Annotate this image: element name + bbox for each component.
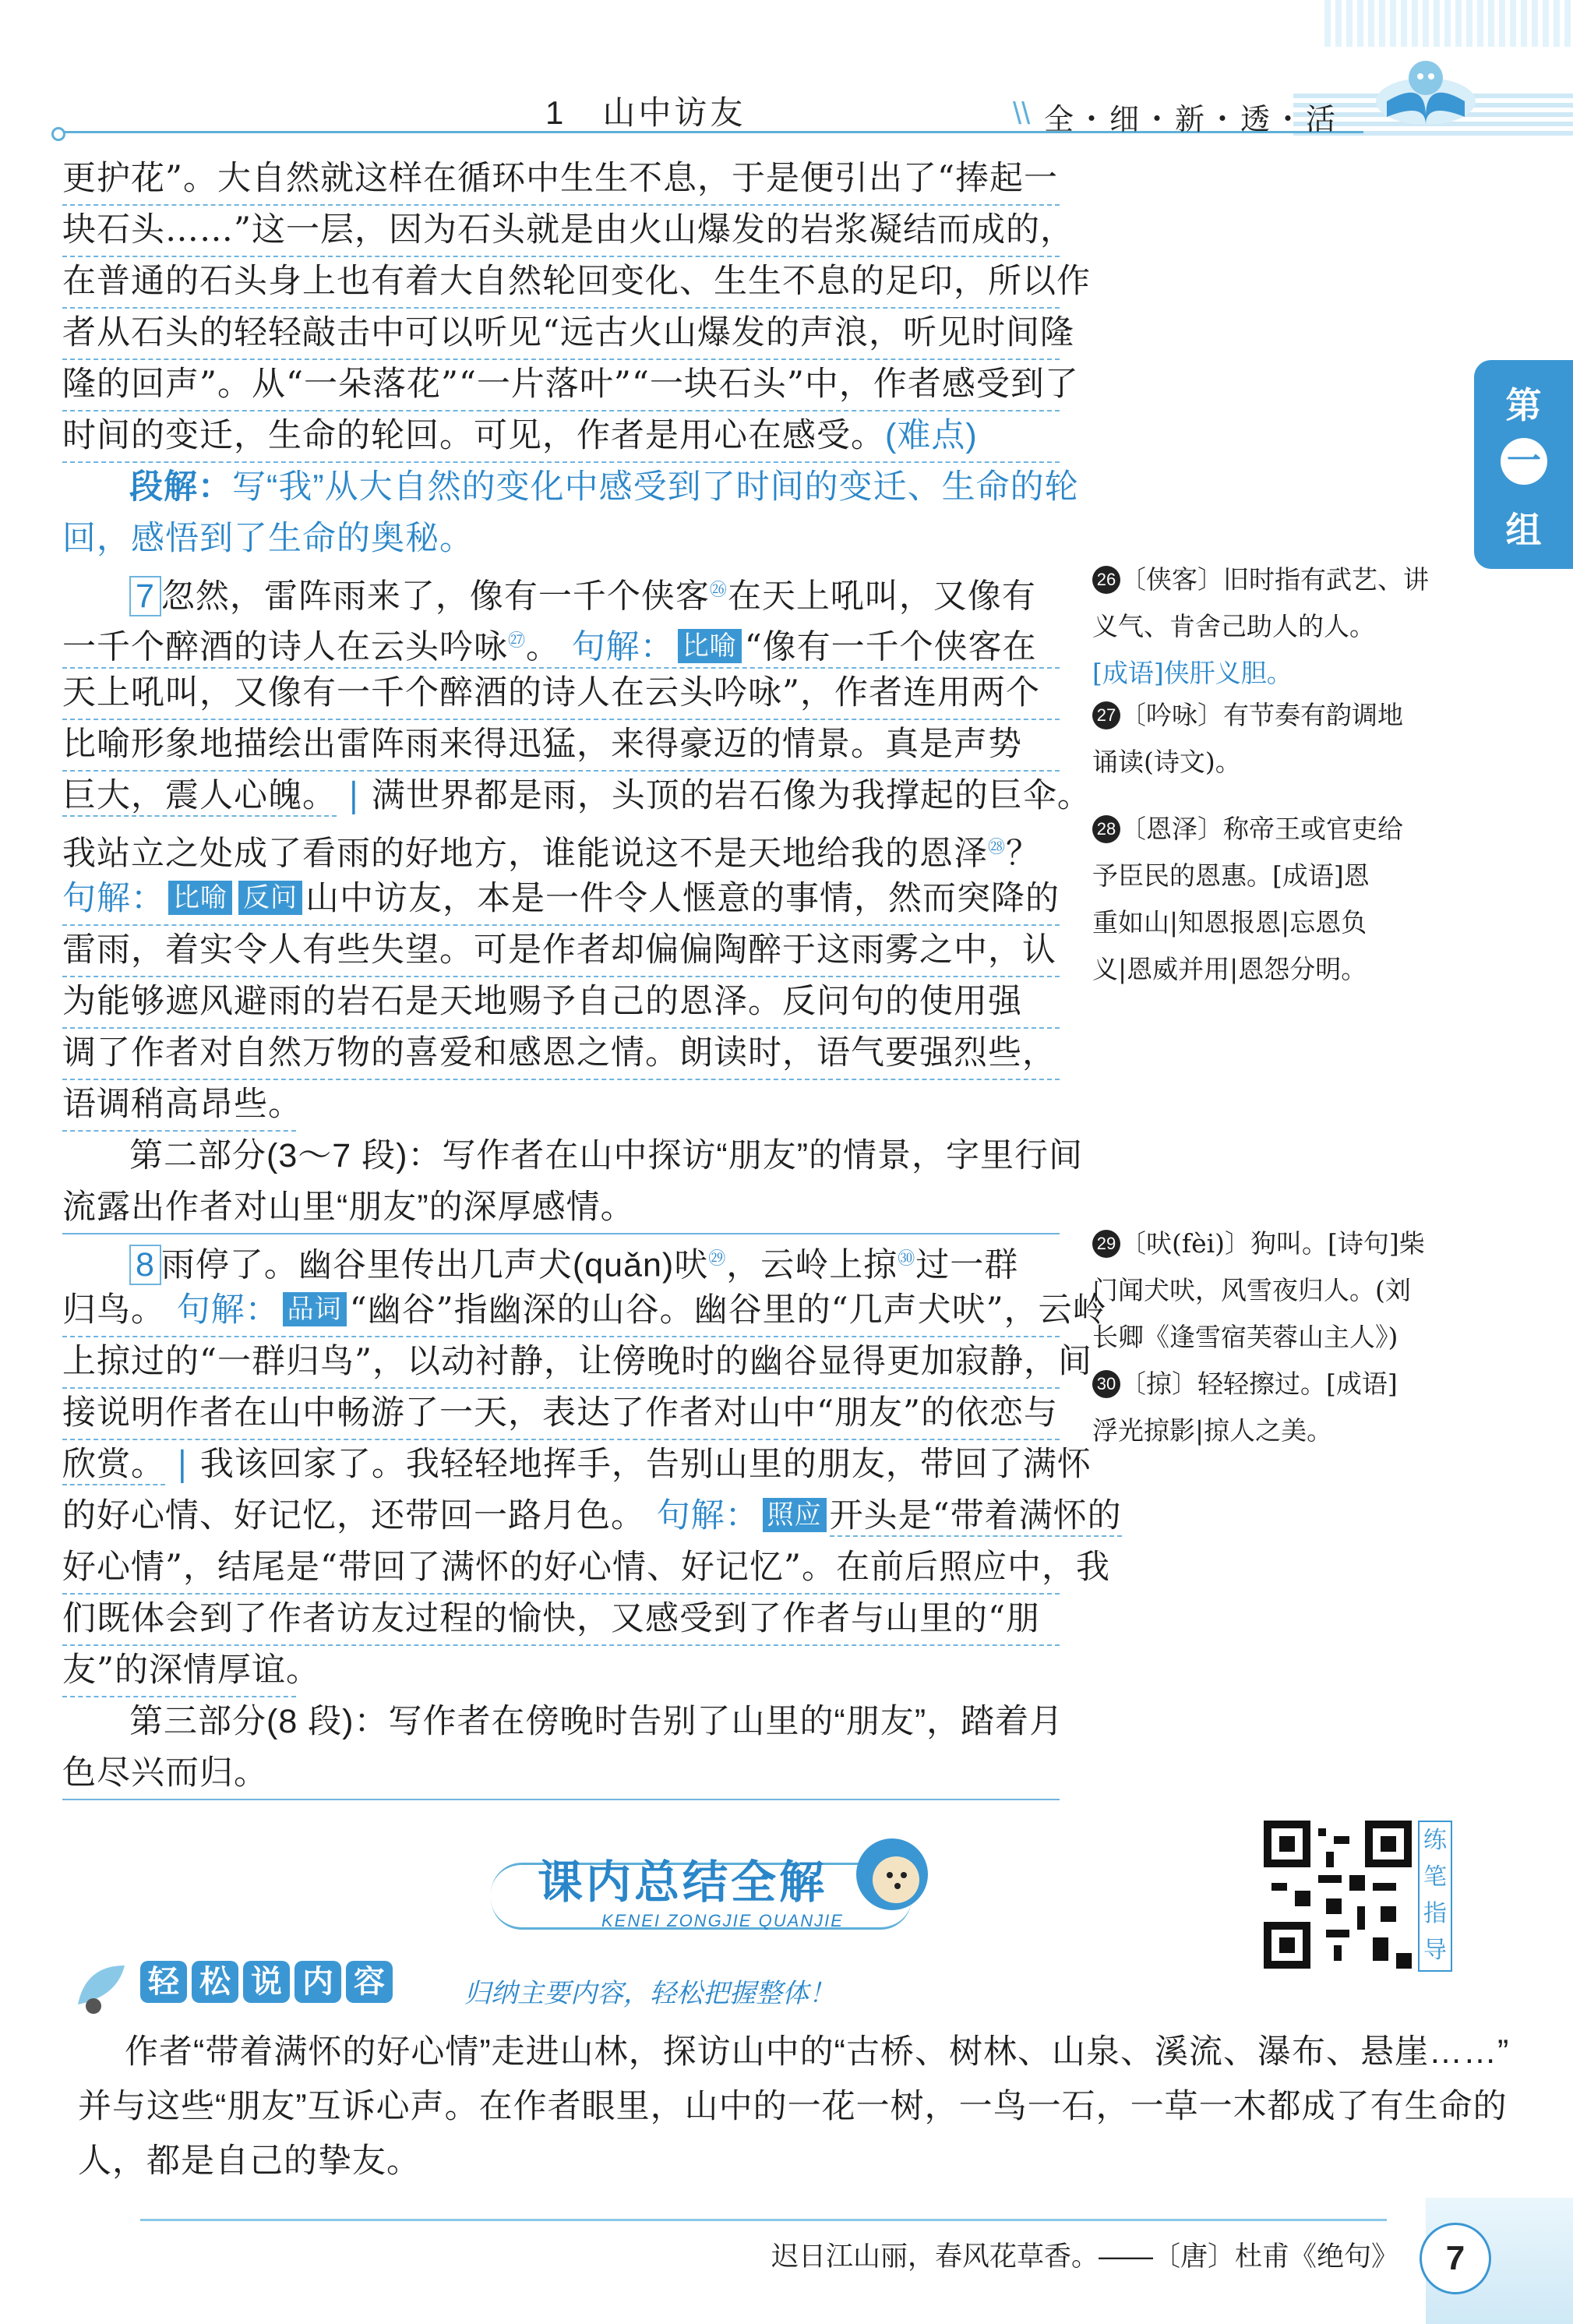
paragraph-8-line: 8 雨停了。幽谷里传出几声犬(quǎn)吠$^㉙$，云岭上掠$^㉚$过一群 (62, 1233, 1060, 1284)
leaf-decor-icon (70, 1958, 132, 2020)
paragraph-7-line: 7 忽然，雷阵雨来了，像有一千个侠客$^㉖$在天上吼叫，又像有 (62, 564, 1060, 616)
part-3-summary: 色尽兴而归。 (62, 1747, 1060, 1800)
tag-echo: 照应 (763, 1498, 827, 1532)
paragraph-8-line: 上掠过的“一群归鸟”，以动衬静，让傍晚时的幽谷显得更加寂静，间 (62, 1336, 1060, 1389)
paragraph-7-line: 天上吼叫，又像有一千个醉酒的诗人在云头吟咏”，作者连用两个 (62, 667, 1060, 720)
footer-quote: 迟日江山丽，春风花草香。——〔唐〕杜甫《绝句》 (771, 2241, 1399, 2272)
note-ref-30: ㉚ (898, 1249, 916, 1268)
note-number: 28 (1092, 815, 1120, 843)
tag-question: 反问 (238, 881, 302, 915)
note-number: 30 (1092, 1370, 1120, 1398)
sentence-explain-label: 句解： (571, 628, 675, 666)
footer-rule (140, 2219, 1387, 2221)
paragraph-7-line: 一千个醉酒的诗人在云头吟咏$^㉗$。 句解： 比喻 “像有一千个侠客在 (62, 616, 1060, 669)
para-explain-line (62, 461, 1079, 513)
tag-word: 品词 (283, 1292, 347, 1326)
note-ref-28: ㉘ (988, 837, 1007, 856)
paragraph-7-line: 调了作者对自然万物的喜爱和感恩之情。朗读时，语气要强烈些， (62, 1027, 1060, 1080)
part-2-summary: 第二部分(3～7 段)：写作者在山中探访“朋友”的情景，字里行间 (129, 1137, 1084, 1174)
paragraph-8-line: 欣赏。 | 我该回家了。我轻轻地挥手，告别山里的朋友，带回了满怀 (62, 1445, 1092, 1484)
text-line: 者从石头的轻轻敲击中可以听见“远古火山爆发的声浪，听见时间隆 (62, 307, 1060, 360)
side-tab-bottom: 组 (1505, 510, 1542, 550)
tag-metaphor: 比喻 (678, 629, 742, 663)
difficulty-label: (难点) (885, 417, 978, 454)
header-slogan: 全・细・新・透・活 (1044, 104, 1339, 136)
side-tab-number: 一 (1501, 438, 1547, 485)
note-ref-26: ㉖ (709, 580, 728, 599)
para-explain-label: 段解： (129, 468, 232, 506)
unit-side-tab (1474, 360, 1573, 569)
paragraph-8-line: 友”的深情厚谊。 (62, 1644, 296, 1697)
tag-metaphor: 比喻 (168, 881, 232, 915)
paragraph-8-line: 归鸟。 句解： 品词 “幽谷”指幽深的山谷。幽谷里的“几声犬吠”，云岭 (62, 1284, 1060, 1337)
lesson-title: 1 山中访友 (545, 94, 746, 131)
paragraph-7-line: 巨大，震人心魄。 | 满世界都是雨，头顶的岩石像为我撑起的巨伞。 (62, 776, 1092, 815)
text-line-content: 时间的变迁，生命的轮回。可见，作者是用心在感受。 (62, 416, 885, 455)
summary-title: 课内总结全解 (538, 1857, 828, 1908)
para-explain-line: 回，感悟到了生命的奥秘。 (62, 520, 474, 557)
easy-content-tip: 归纳主要内容，轻松把握整体！ (464, 1979, 835, 2008)
qr-code-icon[interactable] (1264, 1821, 1412, 1969)
note-ref-29: ㉙ (708, 1249, 727, 1268)
paragraph-7-line: 我站立之处成了看雨的好地方，谁能说这不是天地给我的恩泽$^㉘$？ (62, 835, 1041, 873)
part-3-summary: 第三部分(8 段)：写作者在傍晚时告别了山里的“朋友”，踏着月 (129, 1703, 1064, 1740)
book-logo-icon (1371, 47, 1480, 132)
text-line: 块石头……”这一层，因为石头就是由火山爆发的岩浆凝结而成的， (62, 204, 1060, 257)
page-number: 7 (1420, 2223, 1491, 2294)
part-2-summary: 流露出作者对山里“朋友”的深厚感情。 (62, 1181, 1060, 1234)
summary-text-line: 作者“带着满怀的好心情”走进山林，探访山中的“古桥、树林、山泉、溪流、瀑布、悬崖……” (125, 2033, 1510, 2071)
qr-side-label: 练 笔 指 导 (1418, 1821, 1452, 1972)
easy-content-heading: 轻 松 说 内 容 (140, 1961, 397, 2011)
para-explain-text: 写“我”从大自然的变化中感受到了时间的变迁、生命的轮 (232, 468, 1079, 506)
note-ref-27: ㉗ (508, 631, 527, 651)
paragraph-7-line: 句解： 比喻 反问 山中访友，本是一件令人惬意的事情，然而突降的 (62, 873, 1060, 926)
note-number: 27 (1092, 701, 1120, 729)
note-number: 26 (1092, 566, 1120, 594)
slogan-slash-icon: \\ (1013, 97, 1031, 131)
top-decor-band (1324, 0, 1573, 47)
paragraph-7-line: 比喻形象地描绘出雷阵雨来得迅猛，来得豪迈的情景。真是声势 (62, 719, 1060, 772)
side-tab-top: 第 (1505, 385, 1542, 426)
paragraph-number: 7 (129, 576, 161, 616)
text-line: 在普通的石头身上也有着大自然轮回变化、生生不息的足印，所以作 (62, 256, 1060, 309)
text-line: 更护花”。大自然就这样在循环中生生不息，于是便引出了“捧起一 (62, 153, 1060, 206)
paragraph-8-line: 们既体会到了作者访友过程的愉快，又感受到了作者与山里的“朋 (62, 1593, 1060, 1646)
text-line: 隆的回声”。从“一朵落花”“一片落叶”“一块石头”中，作者感受到了 (62, 358, 1060, 411)
hedgehog-mascot-icon (849, 1831, 935, 1917)
summary-pinyin: KENEI ZONGJIE QUANJIE (601, 1911, 844, 1930)
paragraph-number: 8 (129, 1245, 161, 1285)
paragraph-7-line: 雷雨，着实令人有些失望。可是作者却偏偏陶醉于这雨雾之中，认 (62, 924, 1060, 977)
paragraph-8-line: 好心情”，结尾是“带回了满怀的好心情、好记忆”。在前后照应中，我 (62, 1542, 1060, 1595)
note-number: 29 (1092, 1230, 1120, 1258)
text-line (62, 410, 1060, 463)
paragraph-7-line: 为能够遮风避雨的岩石是天地赐予自己的恩泽。反问句的使用强 (62, 976, 1060, 1029)
paragraph-7-line: 语调稍高昂些。 (62, 1079, 296, 1132)
summary-text-line: 人，都是自己的挚友。 (78, 2142, 421, 2180)
summary-text-line: 并与这些“朋友”互诉心声。在作者眼里，山中的一花一树，一鸟一石，一草一木都成了有生命的 (78, 2088, 1508, 2125)
header-rule-dot (51, 127, 65, 141)
paragraph-8-line: 的好心情、好记忆，还带回一路月色。 句解： 照应 开头是“带着满怀的 (62, 1496, 1122, 1535)
paragraph-8-line: 接说明作者在山中畅游了一天，表达了作者对山中“朋友”的依恋与 (62, 1387, 1060, 1440)
